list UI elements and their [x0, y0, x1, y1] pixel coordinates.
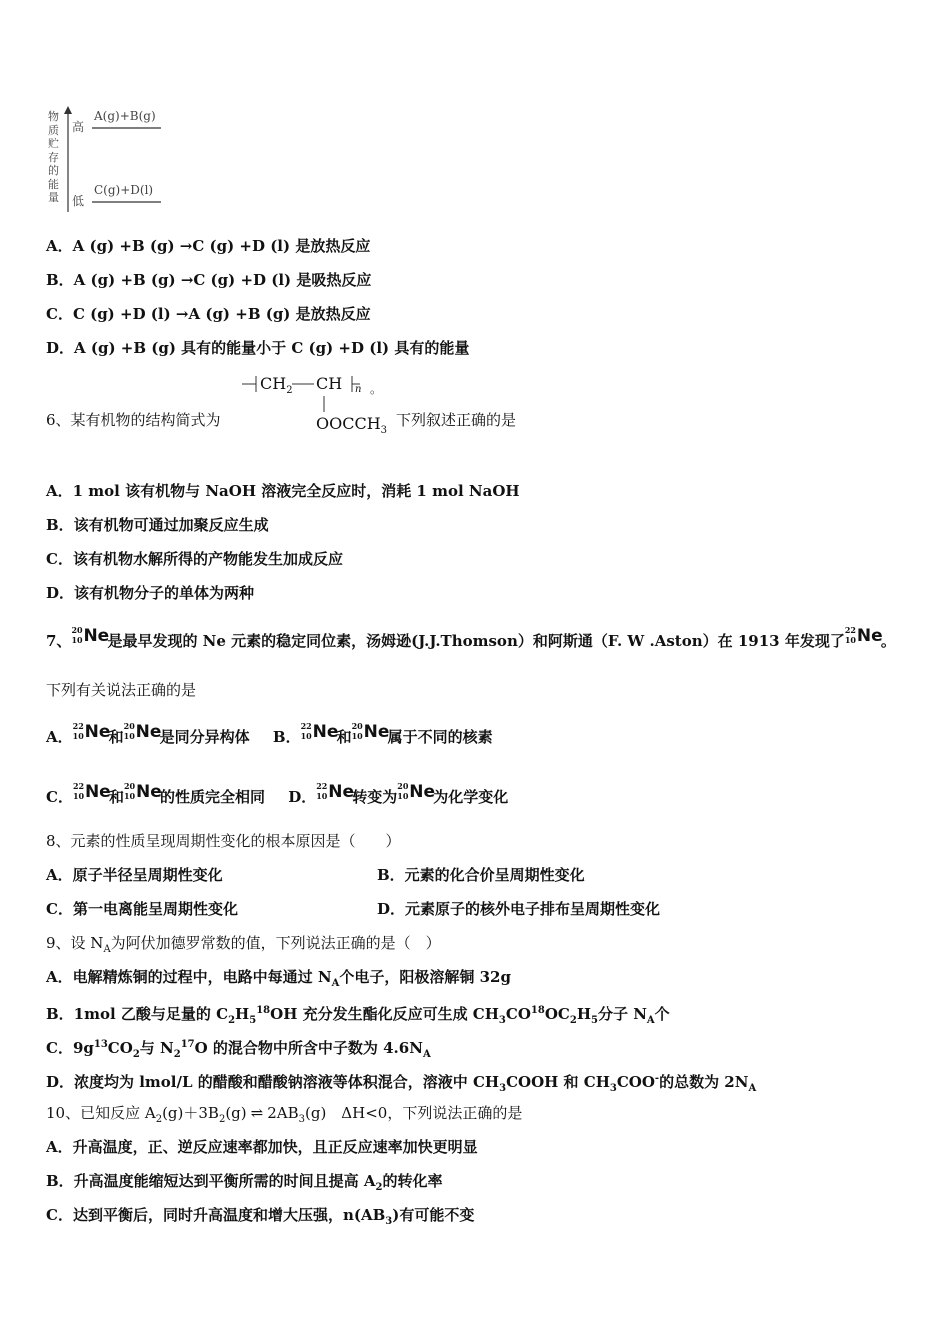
energy-top-species: A(g)+B(g) — [94, 109, 156, 123]
q9-option-b: B．1mol 乙酸与足量的 $C_2H_5^{18}OH$ 充分发生酯化反应可生成 $CH_3CO^{18}OC_2H_5$分子 $N_A$个 — [46, 1005, 670, 1026]
ne20-symbol: 20 10 Ne — [71, 625, 110, 646]
polymer-structure — [240, 372, 410, 442]
q7-stem-mid: 是最早发现的 Ne 元素的稳定同位素，汤姆逊(J.J.Thomson）和阿斯通（F. W .Aston）在 1913 年发现了 — [107, 632, 845, 650]
ne22-symbol: 22 10 Ne — [300, 721, 339, 742]
q7-options-ab: A． 22 10 Ne 和 20 10 Ne 是同分异构体 B． 22 10 Ne 和 20 10 Ne 属于不同的核素 — [46, 721, 493, 746]
q6-option-a: A．1 mol 该有机物与 NaOH 溶液完全反应时，消耗 1 mol NaOH — [46, 482, 520, 500]
energy-low-label: 低 — [72, 194, 85, 208]
energy-bottom-species: C(g)+D(l) — [94, 183, 154, 197]
polymer-ch2: $CH_2$ — [260, 374, 293, 397]
energy-high-label: 高 — [72, 120, 85, 134]
q8-option-d: D．元素原子的核外电子排布呈周期性变化 — [377, 900, 661, 918]
ne22-symbol: 22 10 Ne — [72, 781, 111, 802]
q6-option-d: D．该有机物分子的单体为两种 — [46, 584, 255, 602]
polymer-ester: $OOCCH_3$ — [316, 414, 388, 437]
energy-diagram — [46, 104, 176, 216]
q8-option-c: C．第一电离能呈周期性变化 — [46, 900, 238, 918]
q5-option-a: A．A (g) +B (g) →C (g) +D (l) 是放热反应 — [46, 237, 371, 255]
ne20-symbol: 20 10 Ne — [397, 781, 436, 802]
equilibrium-arrow-icon: ⇌ — [250, 1104, 264, 1122]
q9-stem: 9、设 $N_A$为阿伏加德罗常数的值，下列说法正确的是（ ） — [46, 934, 441, 955]
ne20-symbol: 20 10 Ne — [351, 721, 390, 742]
q7-options-cd: C． 22 10 Ne 和 20 10 Ne 的性质完全相同 D． 22 10 Ne 转变为 20 10 Ne 为化学变化 — [46, 781, 509, 806]
q9-option-a: A．电解精炼铜的过程中，电路中每通过 $N_A$个电子，阳极溶解铜 32g — [46, 968, 511, 989]
ne22-symbol: 22 10 Ne — [844, 625, 883, 646]
q8-stem: 8、元素的性质呈现周期性变化的根本原因是（ ） — [46, 832, 401, 850]
q6-option-c: C．该有机物水解所得的产物能发生加成反应 — [46, 550, 343, 568]
q7-number: 7、 — [46, 632, 72, 650]
q7-stem: 7、 20 10 Ne 是最早发现的 Ne 元素的稳定同位素，汤姆逊(J.J.Thomson）和阿斯通（F. W .Aston）在 1913 年发现了 22 10 Ne 。 — [46, 625, 896, 650]
polymer-n: n — [355, 384, 362, 395]
q5-option-c: C．C (g) +D (l) →A (g) +B (g) 是放热反应 — [46, 305, 371, 323]
q5-option-d: D．A (g) +B (g) 具有的能量小于 C (g) +D (l) 具有的能量 — [46, 339, 470, 357]
q8-option-a: A．原子半径呈周期性变化 — [46, 866, 223, 884]
q5-option-b: B．A (g) +B (g) →C (g) +D (l) 是吸热反应 — [46, 271, 372, 289]
q10-option-b: B．升高温度能缩短达到平衡所需的时间且提高 $A_2$的转化率 — [46, 1172, 443, 1193]
q9-option-c: C．$9g^{13}CO_2$与 $N_2^{17}O$ 的混合物中所含中子数为 $4.6N_A$ — [46, 1039, 431, 1060]
q8-option-b: B．元素的化合价呈周期性变化 — [377, 866, 585, 884]
ne20-symbol: 20 10 Ne — [123, 721, 162, 742]
q6-stem-a: 6、某有机物的结构简式为 — [46, 411, 221, 429]
q7-stem-2: 下列有关说法正确的是 — [46, 681, 197, 699]
q9-option-d: D．浓度均为 lmol/L 的醋酸和醋酸钠溶液等体积混合，溶液中 $CH_3COOH$ 和 $CH_3COO^-$的总数为 $2N_A$ — [46, 1073, 757, 1094]
q10-option-c: C．达到平衡后，同时升高温度和增大压强，$n(AB_3)$有可能不变 — [46, 1206, 475, 1227]
polymer-ch: CH — [316, 374, 343, 393]
ne20-symbol: 20 10 Ne — [123, 781, 162, 802]
ne22-symbol: 22 10 Ne — [316, 781, 354, 802]
ne22-symbol: 22 10 Ne — [72, 721, 111, 742]
q10-stem: 10、已知反应 $A_2(g)+3B_2(g)$ ⇌ $2AB_3(g)$ ΔH<0，下列说法正确的是 — [46, 1104, 523, 1125]
q6-option-b: B．该有机物可通过加聚反应生成 — [46, 516, 269, 534]
energy-axis-label: 物质贮存的能量 — [48, 110, 59, 204]
q10-option-a: A．升高温度，正、逆反应速率都加快，且正反应速率加快更明显 — [46, 1138, 478, 1156]
q6-stem-b: 下列叙述正确的是 — [396, 411, 517, 429]
polymer-period: 。 — [370, 382, 383, 396]
